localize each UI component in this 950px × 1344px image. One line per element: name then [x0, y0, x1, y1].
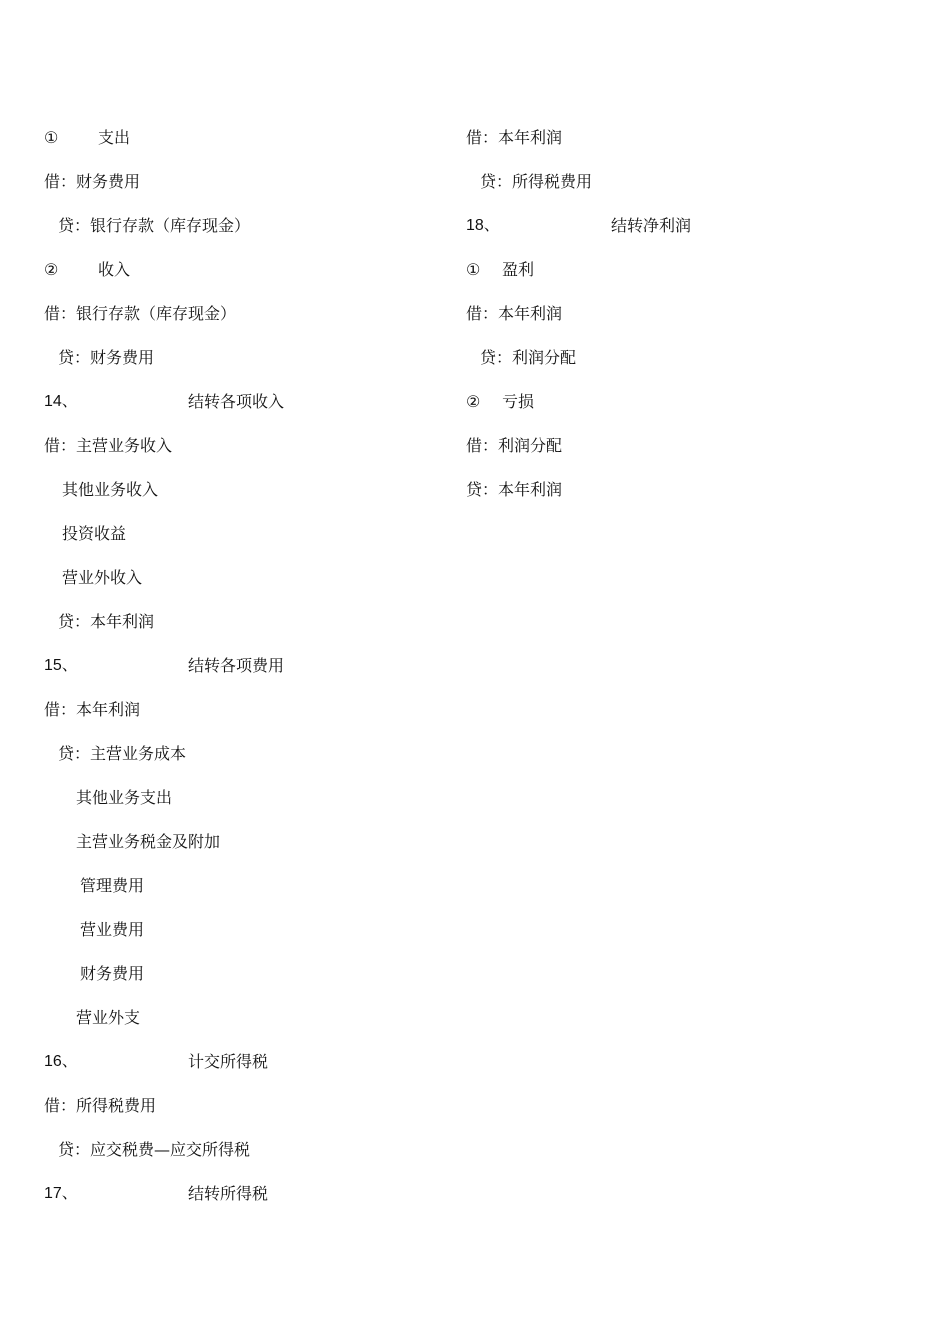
subheading-profit: 盈利 [502, 260, 535, 279]
circled-number-one: ① [44, 128, 59, 147]
section-title-18: 结转净利润 [611, 216, 692, 235]
debit-line: 借：本年利润 [466, 304, 563, 323]
debit-line: 借：本年利润 [44, 700, 141, 719]
credit-line: 贷：主营业务成本 [58, 744, 187, 763]
section-number-17: 17、 [44, 1185, 78, 1202]
subheading-income: 收入 [98, 260, 131, 279]
account-line: 营业外收入 [62, 568, 143, 587]
account-line: 营业费用 [80, 920, 145, 939]
debit-line: 借：本年利润 [466, 128, 563, 147]
credit-line: 贷：本年利润 [466, 480, 563, 499]
circled-number-one: ① [466, 260, 481, 279]
section-title-16: 计交所得税 [188, 1052, 269, 1071]
debit-line: 借：银行存款（库存现金） [44, 304, 237, 323]
circled-number-two: ② [466, 392, 481, 411]
credit-line: 贷：利润分配 [480, 348, 577, 367]
section-title-14: 结转各项收入 [188, 392, 285, 411]
debit-line: 借：财务费用 [44, 172, 141, 191]
account-line: 主营业务税金及附加 [76, 832, 221, 851]
account-line: 其他业务收入 [62, 480, 159, 499]
credit-line: 贷：本年利润 [58, 612, 155, 631]
account-line: 投资收益 [62, 524, 127, 543]
section-number-16: 16、 [44, 1053, 78, 1070]
section-title-17: 结转所得税 [188, 1184, 269, 1203]
section-number-14: 14、 [44, 393, 78, 410]
debit-line: 借：主营业务收入 [44, 436, 173, 455]
credit-line: 贷：应交税费—应交所得税 [58, 1140, 251, 1159]
subheading-expense: 支出 [98, 128, 131, 147]
account-line: 管理费用 [80, 876, 145, 895]
account-line: 财务费用 [80, 964, 145, 983]
credit-line: 贷：银行存款（库存现金） [58, 216, 251, 235]
account-line: 营业外支 [76, 1008, 141, 1027]
section-number-18: 18、 [466, 217, 500, 234]
subheading-loss: 亏损 [502, 392, 535, 411]
debit-line: 借：利润分配 [466, 436, 563, 455]
circled-number-two: ② [44, 260, 59, 279]
section-title-15: 结转各项费用 [188, 656, 285, 675]
credit-line: 贷：财务费用 [58, 348, 155, 367]
credit-line: 贷：所得税费用 [480, 172, 593, 191]
debit-line: 借：所得税费用 [44, 1096, 157, 1115]
section-number-15: 15、 [44, 657, 78, 674]
account-line: 其他业务支出 [76, 788, 173, 807]
